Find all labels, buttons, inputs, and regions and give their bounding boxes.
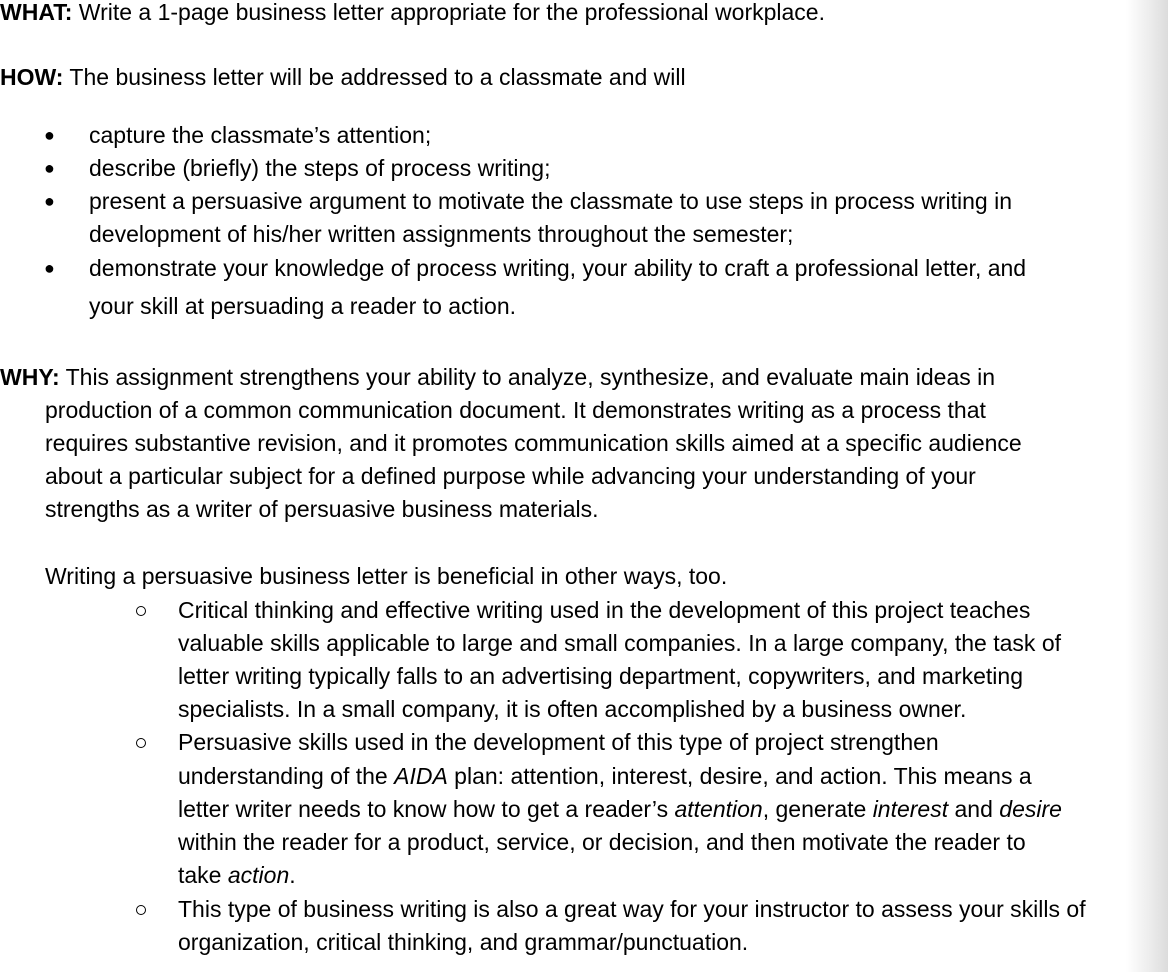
what-label: WHAT:: [0, 0, 73, 25]
list-item: describe (briefly) the steps of process writing;: [89, 155, 551, 181]
list-item: capture the classmate’s attention;: [89, 122, 432, 148]
how-paragraph: [0, 62, 686, 92]
sub-item-line: [178, 794, 1062, 824]
how-text: The business letter will be addressed to a classmate and will: [63, 64, 686, 90]
why-text-line: strengths as a writer of persuasive business materials.: [45, 496, 599, 522]
what-paragraph: [0, 0, 825, 27]
sub-item-line: [178, 860, 296, 890]
bullet-dot: ●: [44, 125, 55, 145]
text-run: understanding of the: [178, 763, 395, 789]
page-edge-shadow: [1126, 0, 1168, 972]
why-text-line: production of a common communication document. It demonstrates writing as a process that: [45, 397, 986, 423]
sub-item-line: valuable skills applicable to large and small companies. In a large company, the task of: [178, 630, 1061, 656]
emphasis-action: action: [227, 862, 290, 888]
text-run: letter writer needs to know how to get a reader’s: [178, 796, 675, 822]
emphasis-desire: desire: [999, 796, 1062, 822]
sub-item-line: letter writing typically falls to an advertising department, copywriters, and marketing: [178, 663, 1023, 689]
text-run: and: [948, 796, 1000, 822]
bullet-dot: ●: [44, 191, 55, 211]
list-item: present a persuasive argument to motivate the classmate to use steps in process writing in: [89, 188, 1013, 214]
circle-bullet: [136, 606, 146, 616]
why-text-line: This assignment strengthens your ability to analyze, synthesize, and evaluate main ideas in: [59, 364, 996, 390]
sub-item-line: organization, critical thinking, and grammar/punctuation.: [178, 929, 749, 955]
sub-item-line: Critical thinking and effective writing used in the development of this project teaches: [178, 597, 1031, 623]
text-run: plan: attention, interest, desire, and action. This means a: [447, 763, 1032, 789]
why-text-line: about a particular subject for a defined purpose while advancing your understanding of your: [45, 463, 976, 489]
how-label: HOW:: [0, 64, 64, 90]
why-label: WHY:: [0, 364, 60, 390]
sub-item-line: [178, 761, 1032, 791]
emphasis-interest: interest: [872, 796, 949, 822]
text-run: , generate: [762, 796, 873, 822]
emphasis-aida: AIDA: [394, 763, 448, 789]
list-item-continuation: your skill at persuading a reader to action.: [89, 293, 517, 319]
circle-bullet: [136, 905, 146, 915]
bullet-dot: ●: [44, 158, 55, 178]
sub-item-line: specialists. In a small company, it is often accomplished by a business owner.: [178, 696, 967, 722]
circle-bullet: [136, 738, 146, 748]
sub-item-line: Persuasive skills used in the development of this type of project strengthen: [178, 729, 939, 755]
text-run: .: [289, 862, 296, 888]
what-text: Write a 1-page business letter appropriate for the professional workplace.: [72, 0, 825, 25]
list-item: demonstrate your knowledge of process writing, your ability to craft a professional letter, and: [89, 255, 1027, 281]
why-text-line: requires substantive revision, and it promotes communication skills aimed at a specific audience: [45, 430, 1022, 456]
text-run: take: [178, 862, 228, 888]
why-intro: Writing a persuasive business letter is beneficial in other ways, too.: [45, 563, 728, 589]
sub-item-line: This type of business writing is also a great way for your instructor to assess your skills of: [178, 896, 1086, 922]
emphasis-attention: attention: [674, 796, 763, 822]
list-item-continuation: development of his/her written assignments throughout the semester;: [89, 221, 794, 247]
sub-item-line: within the reader for a product, service, or decision, and then motivate the reader to: [178, 829, 1026, 855]
bullet-dot: ●: [44, 258, 55, 278]
why-paragraph-line: [0, 362, 995, 392]
